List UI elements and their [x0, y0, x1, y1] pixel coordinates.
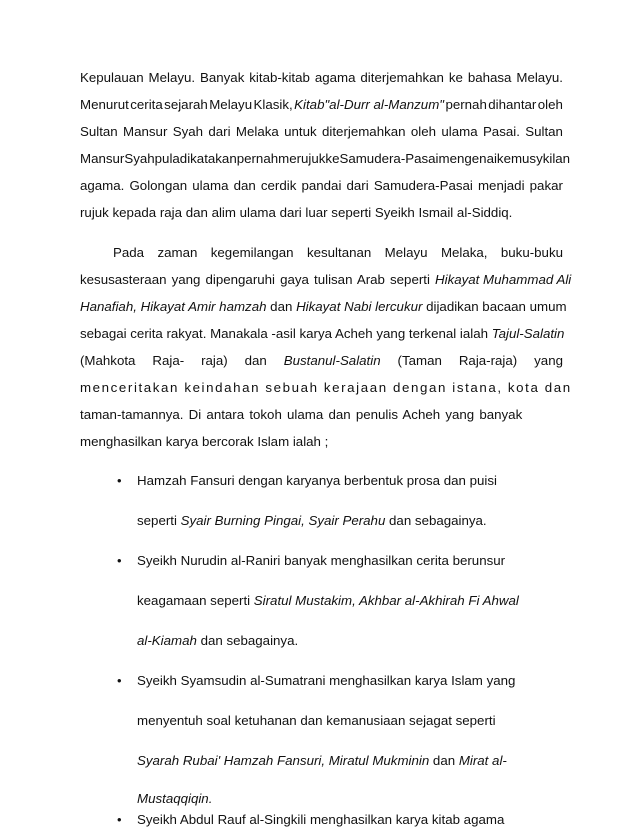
- word: pernah: [445, 97, 487, 112]
- word: Samudera-Pasai: [373, 178, 473, 193]
- word: kesultanan: [306, 245, 372, 260]
- p1-line-2: [80, 97, 563, 113]
- p1-line-3: [80, 124, 563, 140]
- p2-line-1: [113, 245, 563, 261]
- bullet-3-line-2: menyentuh soal ketuhanan dan kemanusiaan sejagat seperti: [137, 713, 496, 728]
- word: Golongan: [129, 178, 188, 193]
- word: cerdik: [260, 178, 297, 193]
- word: (Mahkota: [80, 353, 136, 368]
- word: Banyak: [200, 70, 245, 85]
- word: raja): [201, 353, 228, 368]
- text-run: dan sebagainya.: [385, 513, 487, 528]
- word: dikatakan: [179, 151, 237, 166]
- book-title: Mustaqqiqin.: [137, 791, 213, 806]
- word: zaman: [157, 245, 198, 260]
- bullet-3-line-3: [137, 753, 507, 769]
- word: dari: [346, 178, 369, 193]
- word: buku-buku: [500, 245, 563, 260]
- bullet-4-marker: •: [117, 812, 122, 827]
- word: pula: [154, 151, 180, 166]
- word: cerita: [130, 97, 163, 112]
- word: oleh: [537, 97, 563, 112]
- word: dihantar: [488, 97, 537, 112]
- word: pernah: [236, 151, 279, 166]
- word: kegemilangan: [210, 245, 294, 260]
- word: kitab-kitab: [249, 70, 310, 85]
- word: (Taman: [397, 353, 442, 368]
- p2-line-4: [80, 326, 563, 342]
- word: Melayu: [209, 97, 253, 112]
- book-title: Kitab"al-Durr al-Manzum": [294, 97, 444, 112]
- bullet-1-line-1: Hamzah Fansuri dengan karyanya berbentuk prosa dan puisi: [137, 473, 497, 488]
- p2-line-6: menceritakan keindahan sebuah kerajaan dengan istana, kota dan: [80, 380, 572, 395]
- text-run: dan sebagainya.: [196, 633, 299, 648]
- word: Raja-raja): [458, 353, 518, 368]
- p2-line-5: [80, 353, 563, 369]
- bullet-3-marker: •: [117, 673, 122, 688]
- word: Raja-: [152, 353, 185, 368]
- p2-line-7: taman-tamannya. Di antara tokoh ulama dan penulis Acheh yang banyak: [80, 407, 523, 422]
- p2-line-2: [80, 272, 572, 288]
- word: merujuk: [278, 151, 326, 166]
- book-title: Hikayat Nabi lercukur: [296, 299, 423, 314]
- bullet-2-line-2: [137, 593, 519, 609]
- book-title: Bustanul-Salatin: [283, 353, 381, 368]
- word: untuk: [284, 124, 317, 139]
- text-run: sebagai cerita rakyat. Manakala -asil karya Acheh yang terkenal ialah: [80, 326, 492, 341]
- text-run: keagamaan seperti: [137, 593, 254, 608]
- word: ke: [448, 70, 463, 85]
- word: sejarah: [164, 97, 208, 112]
- word: Samudera-Pasai: [339, 151, 439, 166]
- p1-line-4: [80, 151, 571, 167]
- word: Melayu: [384, 245, 428, 260]
- word: diterjemahkan: [322, 124, 406, 139]
- bullet-3-line-1: Syeikh Syamsudin al-Sumatrani menghasilkan karya Islam yang: [137, 673, 516, 688]
- bullet-1-marker: •: [117, 473, 122, 488]
- word: pandai: [301, 178, 342, 193]
- text-run: dijadikan bacaan umum: [422, 299, 567, 314]
- text-run: seperti: [137, 513, 181, 528]
- word: Melayu.: [148, 70, 196, 85]
- word: dan: [244, 353, 267, 368]
- p1-line-5: [80, 178, 563, 194]
- word: ke: [325, 151, 340, 166]
- book-title: Hanafiah, Hikayat Amir hamzah: [80, 299, 267, 314]
- word: Menurut: [80, 97, 129, 112]
- p1-line-6: rujuk kepada raja dan alim ulama dari luar seperti Syeikh Ismail al-Siddiq.: [80, 205, 513, 220]
- word: menjadi: [477, 178, 525, 193]
- word: kemusykilan: [496, 151, 571, 166]
- text-run: kesusasteraan yang dipengaruhi gaya tulisan Arab seperti: [80, 272, 436, 287]
- word: oleh: [410, 124, 437, 139]
- word: agama.: [80, 178, 125, 193]
- word: Kepulauan: [80, 70, 144, 85]
- word: mengenai: [438, 151, 497, 166]
- book-title: Tajul-Salatin: [491, 326, 565, 341]
- word: Syah: [172, 124, 204, 139]
- word: agama: [314, 70, 356, 85]
- book-title: Syarah Rubai' Hamzah Fansuri, Miratul Mukminin: [137, 753, 430, 768]
- word: Pasai.: [482, 124, 520, 139]
- word: Pada: [113, 245, 145, 260]
- bullet-2-line-3: [137, 633, 298, 649]
- word: Mansur: [123, 124, 168, 139]
- bullet-2-marker: •: [117, 553, 122, 568]
- word: Sultan: [525, 124, 563, 139]
- book-title: al-Kiamah: [137, 633, 197, 648]
- book-title: Hikayat Muhammad Ali: [435, 272, 572, 287]
- word: Sultan: [80, 124, 118, 139]
- bullet-2-line-1: Syeikh Nurudin al-Raniri banyak menghasilkan cerita berunsur: [137, 553, 506, 568]
- bullet-1-line-2: [137, 513, 487, 529]
- word: Syah: [124, 151, 155, 166]
- word: Melayu.: [516, 70, 563, 85]
- word: pakar: [529, 178, 563, 193]
- p1-line-1: [80, 70, 563, 86]
- word: ulama: [192, 178, 229, 193]
- bullet-4-line-1: Syeikh Abdul Rauf al-Singkili menghasilkan karya kitab agama: [137, 812, 505, 827]
- word: dan: [233, 178, 256, 193]
- p2-line-8: menghasilkan karya bercorak Islam ialah ;: [80, 434, 329, 449]
- word: dari: [208, 124, 231, 139]
- word: ulama: [441, 124, 478, 139]
- word: Klasik,: [253, 97, 293, 112]
- book-title: Siratul Mustakim, Akhbar al-Akhirah Fi Ahwal: [253, 593, 519, 608]
- p2-line-3: [80, 299, 567, 315]
- word: yang: [534, 353, 563, 368]
- text-run: dan: [266, 299, 297, 314]
- book-title: Syair Burning Pingai, Syair Perahu: [180, 513, 386, 528]
- word: Mansur: [80, 151, 125, 166]
- word: bahasa: [467, 70, 512, 85]
- bullet-3-line-4: [137, 791, 212, 807]
- word: Melaka,: [440, 245, 488, 260]
- text-run: dan: [429, 753, 459, 768]
- word: Melaka: [235, 124, 279, 139]
- book-title: Mirat al-: [458, 753, 507, 768]
- word: diterjemahkan: [360, 70, 444, 85]
